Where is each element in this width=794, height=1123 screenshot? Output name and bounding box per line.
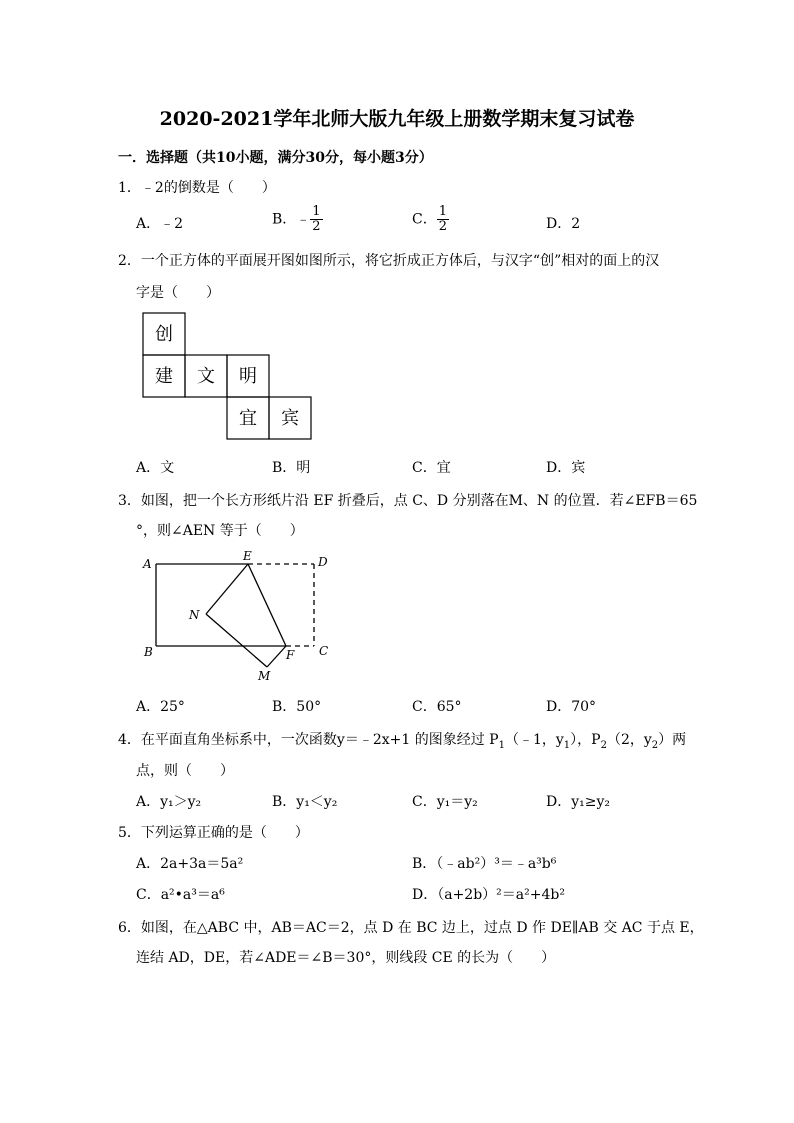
question-3-option-d: D．70° — [546, 699, 597, 715]
question-2-stem-line-2: 字是（ ） — [136, 285, 220, 301]
subscript: 1 — [498, 739, 505, 751]
question-1-option-c — [412, 205, 449, 234]
question-3-option-a: A．25° — [136, 699, 185, 715]
page-title: 2020-2021学年北师大版九年级上册数学期末复习试卷 — [159, 108, 635, 130]
question-5-option-a: A．2a+3a＝5a² — [136, 856, 244, 872]
point-label: F — [286, 648, 295, 662]
subscript: 2 — [651, 739, 659, 751]
question-4-option-d: D．y₁≥y₂ — [546, 794, 610, 810]
point-label: M — [258, 669, 271, 683]
question-2-option-a: A．文 — [136, 460, 175, 476]
question-3-stem-line-1: 3．如图，把一个长方形纸片沿 EF 折叠后，点 C、D 分别落在M、N 的位置．若∠EFB＝65 — [118, 493, 698, 509]
question-3-option-b: B．50° — [272, 699, 322, 715]
question-4-stem-line-2: 点，则（ ） — [136, 763, 234, 779]
fraction — [437, 205, 449, 234]
question-4-text: ）两 — [658, 732, 687, 748]
net-char: 宾 — [281, 408, 299, 429]
subscript: 1 — [563, 739, 571, 751]
point-label: N — [189, 608, 200, 622]
question-1-option-b-prefix: B．﹣ — [272, 211, 311, 228]
question-1-stem: 1．﹣2的倒数是（ ） — [118, 180, 276, 196]
net-char: 宜 — [239, 408, 257, 429]
question-4-text: 4．在平面直角坐标系中，一次函数y＝﹣2x+1 的图象经过 P — [118, 732, 499, 748]
cube-net-figure — [140, 310, 320, 446]
question-1-option-c-prefix: C． — [412, 211, 437, 228]
question-5-option-c: C．a²•a³＝a⁶ — [136, 887, 225, 903]
net-char: 明 — [239, 366, 257, 387]
question-3-stem-line-2: °，则∠AEN 等于（ ） — [136, 523, 304, 539]
question-4-option-b: B．y₁＜y₂ — [272, 794, 338, 810]
question-4-option-a: A．y₁＞y₂ — [136, 794, 202, 810]
question-3-option-c: C．65° — [412, 699, 462, 715]
folding-figure — [138, 548, 338, 686]
net-char: 建 — [155, 366, 173, 387]
point-label: B — [144, 645, 153, 659]
point-label: E — [243, 549, 252, 563]
question-5-option-d: D．（a+2b）²＝a²+4b² — [412, 887, 565, 903]
fraction-numerator: 1 — [312, 204, 321, 219]
question-4-text: （﹣1，y — [504, 732, 564, 748]
point-label: A — [143, 557, 152, 571]
fraction — [310, 205, 322, 234]
fraction-denominator: 2 — [438, 219, 447, 234]
question-6-stem-line-2: 连结 AD，DE，若∠ADE＝∠B＝30°，则线段 CE 的长为（ ） — [136, 950, 556, 966]
section-heading: 一．选择题（共10小题，满分30分，每小题3分） — [118, 150, 433, 166]
question-2-option-c: C．宜 — [412, 460, 451, 476]
question-5-option-b: B．（﹣ab²）³＝﹣a³b⁶ — [412, 856, 557, 872]
net-char: 文 — [197, 366, 215, 387]
fraction-denominator: 2 — [312, 219, 321, 234]
question-4-stem-line-1 — [118, 729, 686, 751]
point-label: C — [319, 644, 329, 658]
question-6-stem-line-1: 6．如图，在△ABC 中，AB＝AC＝2，点 D 在 BC 边上，过点 D 作 DE∥AB 交 AC 于点 E， — [118, 920, 704, 936]
question-2-option-d: D．宾 — [546, 460, 586, 476]
subscript: 2 — [600, 739, 607, 751]
net-char: 创 — [155, 324, 173, 345]
point-label: D — [318, 555, 328, 569]
question-5-stem: 5．下列运算正确的是（ ） — [118, 825, 309, 841]
question-4-text: （2，y — [606, 732, 652, 748]
question-2-option-b: B．明 — [272, 460, 311, 476]
question-4-text: ），P — [570, 732, 601, 748]
fraction-numerator: 1 — [438, 204, 447, 219]
question-4-option-c: C．y₁＝y₂ — [412, 794, 478, 810]
question-1-option-a: A．﹣2 — [136, 216, 184, 232]
question-1-option-d: D．2 — [546, 216, 581, 232]
question-2-stem-line-1: 2．一个正方体的平面展开图如图所示，将它折成正方体后，与汉字“创”相对的面上的汉 — [118, 253, 660, 269]
question-1-option-b — [272, 205, 323, 234]
